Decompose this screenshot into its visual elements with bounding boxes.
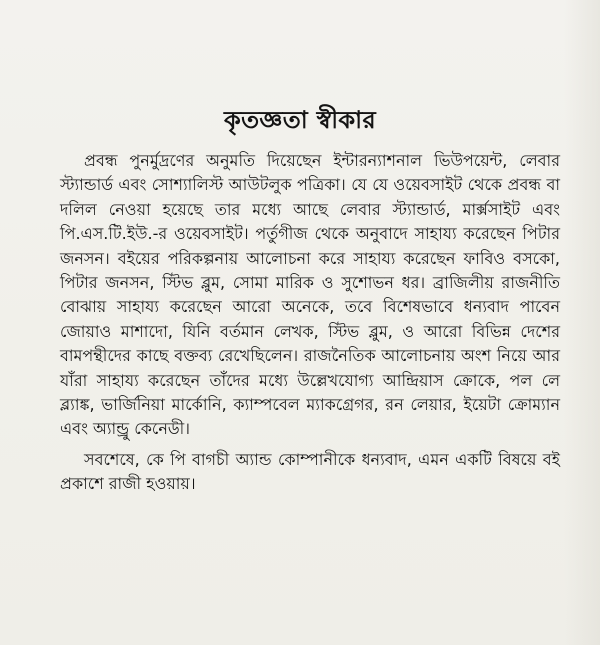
acknowledgement-body — [60, 149, 560, 497]
paragraph-2: সবশেষে, কে পি বাগচী অ্যান্ড কোম্পানীকে ধন্যবাদ, এমন একটি বিষয়ে বই প্রকাশে রাজী হওয়ায়। — [60, 449, 560, 494]
page-title: কৃতজ্ঞতা স্বীকার — [224, 106, 376, 135]
paragraph-1: প্রবন্ধ পুনর্মুদ্রণের অনুমতি দিয়েছেন ইন্টারন্যাশনাল ভিউপয়েন্ট, লেবার স্ট্যান্ডার্ড এবং সোশ্যালিস্ট আউটলুক পত্রিকা। যে যে ওয়েবসাইট থেকে প্রবন্ধ বা দলিল নেওয়া হয়েছে তার মধ্যে আছে লেবার স্ট্যান্ডার্ড, মার্ক্সসাইট এবং পি.এস.টি.ইউ.-র ওয়েবসাইট। পর্তুগীজ থেকে অনুবাদে সাহায্য করেছেন পিটার জনসন। বইয়ের পরিকল্পনায় আলোচনা করে সাহায্য করেছেন ফাবিও বসকো, পিটার জনসন, স্টিভ ব্লুম, সোমা মারিক ও সুশোভন ধর। ব্রাজিলীয় রাজনীতি বোঝায় সাহায্য করেছেন আরো অনেকে, তবে বিশেষভাবে ধন্যবাদ পাবেন জোয়াও মাশাদো, যিনি বর্তমান লেখক, স্টিভ ব্লুম, ও আরো বিভিন্ন দেশের বামপন্থীদের কাছে বক্তব্য রেখেছিলেন। রাজনৈতিক আলোচনায় অংশ নিয়ে আর যাঁরা সাহায্য করেছেন তাঁদের মধ্যে উল্লেখযোগ্য আন্দ্রিয়াস ক্রোকে, পল লে ব্ল্যাঙ্ক, ভার্জিনিয়া মার্কোনি, ক্যাম্পবেল ম্যাকগ্রেগর, রন লেয়ার, ইয়েটা ক্রোম্যান এবং অ্যান্ড্রু কেনেডী। — [60, 151, 560, 439]
